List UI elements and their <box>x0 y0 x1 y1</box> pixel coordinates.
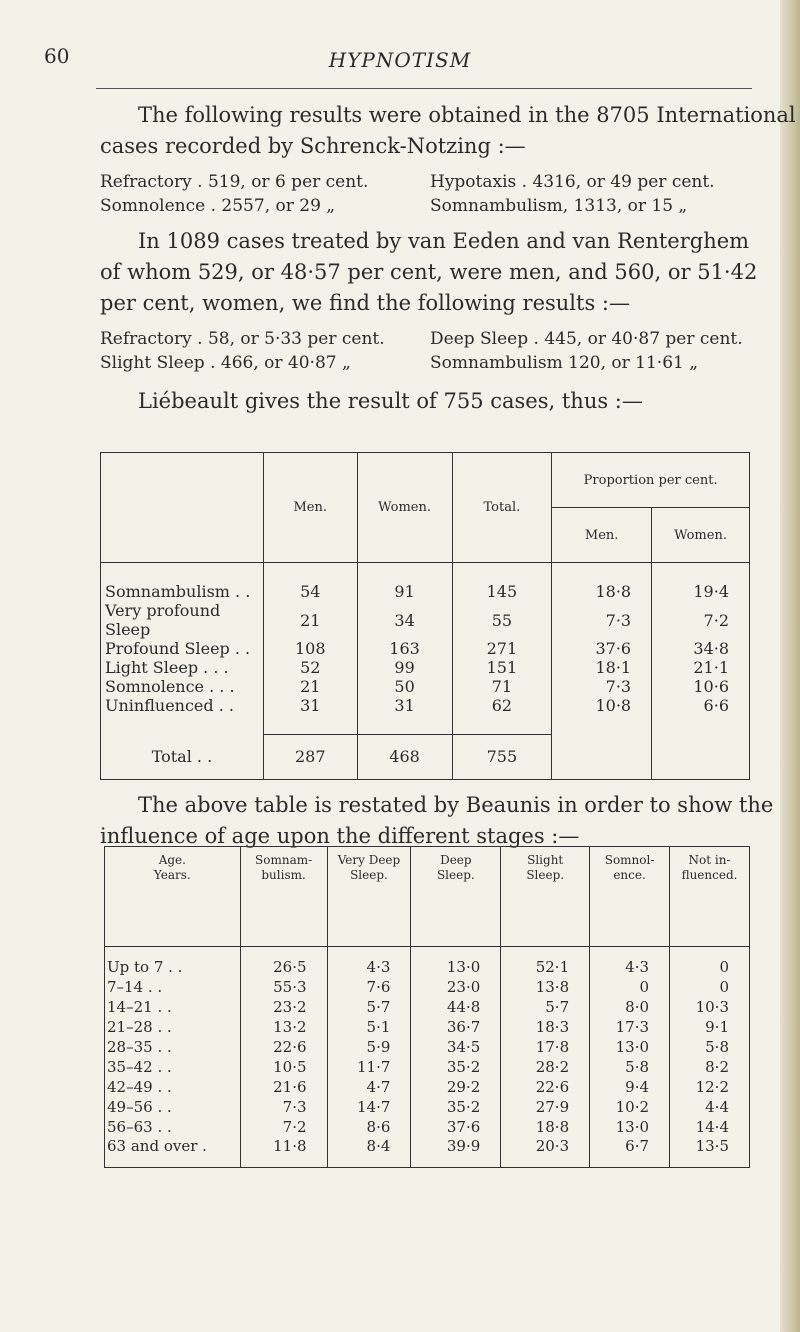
cell-men: 54 <box>263 582 357 601</box>
cell-women: 91 <box>357 582 452 601</box>
total-women: 468 <box>357 735 452 780</box>
stat-cell: Refractory . 519, or 6 per cent. <box>100 172 369 192</box>
cell-somnambulism: 10·5 <box>240 1057 327 1077</box>
table-row <box>105 1117 750 1137</box>
cell-slight-sleep: 5·7 <box>501 997 590 1017</box>
cell-not-influenced: 10·3 <box>670 997 750 1017</box>
intro-paragraph-4 <box>100 790 774 852</box>
header-line: Slight <box>527 853 564 867</box>
header-line: bulism. <box>261 868 306 882</box>
cell-prop-women: 34·8 <box>652 639 750 658</box>
text-line: The above table is restated by Beaunis in order to show the <box>138 793 774 817</box>
header-women: Women. <box>357 453 452 563</box>
header-total: Total. <box>452 453 552 563</box>
cell-somnambulism: 23·2 <box>240 997 327 1017</box>
intro-paragraph-2 <box>100 226 758 319</box>
row-label: Uninfluenced . . <box>101 696 264 715</box>
table-row <box>105 1057 750 1077</box>
text-line: of whom 529, or 48·57 per cent, were men, and 560, or 51·42 <box>100 260 758 284</box>
liebeault-table <box>100 452 750 780</box>
schrenck-stats <box>100 170 760 218</box>
cell-somnolence: 17·3 <box>590 1017 670 1037</box>
cell-prop-women: 10·6 <box>652 677 750 696</box>
cell-women: 50 <box>357 677 452 696</box>
cell-prop-women: 6·6 <box>652 696 750 715</box>
cell-men: 21 <box>263 601 357 639</box>
cell-very-deep-sleep: 14·7 <box>327 1097 411 1117</box>
cell-slight-sleep: 17·8 <box>501 1037 590 1057</box>
cell-total: 145 <box>452 582 552 601</box>
cell-deep-sleep: 44·8 <box>411 997 501 1017</box>
cell-very-deep-sleep: 11·7 <box>327 1057 411 1077</box>
header-not-influenced <box>670 847 750 947</box>
cell-somnolence: 13·0 <box>590 1037 670 1057</box>
cell-prop-men: 37·6 <box>552 639 652 658</box>
cell-deep-sleep: 13·0 <box>411 957 501 977</box>
cell-deep-sleep: 36·7 <box>411 1017 501 1037</box>
header-line: Somnam- <box>255 853 313 867</box>
cell-somnolence: 5·8 <box>590 1057 670 1077</box>
total-label: Total . . <box>101 735 264 780</box>
total-men: 287 <box>263 735 357 780</box>
cell-not-influenced: 8·2 <box>670 1057 750 1077</box>
table-row <box>101 696 750 715</box>
row-label: Very profound Sleep <box>101 601 264 639</box>
cell-total: 151 <box>452 658 552 677</box>
cell-deep-sleep: 39·9 <box>411 1137 501 1168</box>
stat-cell: Somnambulism, 1313, or 15 „ <box>430 196 688 216</box>
stat-cell: Somnambulism 120, or 11·61 „ <box>430 353 699 373</box>
header-line: fluenced. <box>681 868 738 882</box>
header-line: Deep <box>440 853 472 867</box>
stat-cell: Deep Sleep . 445, or 40·87 per cent. <box>430 329 743 349</box>
total-total: 755 <box>452 735 552 780</box>
table-row <box>105 1097 750 1117</box>
header-line: Sleep. <box>526 868 565 882</box>
cell-slight-sleep: 13·8 <box>501 977 590 997</box>
stat-cell: Hypotaxis . 4316, or 49 per cent. <box>430 172 715 192</box>
row-label: 7–14 . . <box>105 977 241 997</box>
table-row <box>105 1137 750 1168</box>
cell-slight-sleep: 27·9 <box>501 1097 590 1117</box>
cell-somnambulism: 11·8 <box>240 1137 327 1168</box>
cell-total: 71 <box>452 677 552 696</box>
cell-men: 52 <box>263 658 357 677</box>
cell-somnolence: 9·4 <box>590 1077 670 1097</box>
intro-paragraph-1 <box>100 100 796 162</box>
cell-very-deep-sleep: 8·6 <box>327 1117 411 1137</box>
page-edge-shadow <box>780 0 800 1332</box>
table-row <box>101 582 750 601</box>
header-line: ence. <box>613 868 646 882</box>
cell-somnambulism: 13·2 <box>240 1017 327 1037</box>
cell-somnolence: 6·7 <box>590 1137 670 1168</box>
cell-women: 163 <box>357 639 452 658</box>
intro-paragraph-3 <box>100 386 755 417</box>
page-header <box>0 44 800 84</box>
table-row <box>101 601 750 639</box>
header-age <box>105 847 241 947</box>
row-label: 56–63 . . <box>105 1117 241 1137</box>
header-rule <box>96 88 752 89</box>
cell-prop-men: 10·8 <box>552 696 652 715</box>
cell-prop-men: 18·8 <box>552 582 652 601</box>
cell-slight-sleep: 28·2 <box>501 1057 590 1077</box>
table-row <box>105 1037 750 1057</box>
cell-somnolence: 4·3 <box>590 957 670 977</box>
text-line: In 1089 cases treated by van Eeden and van Renterghem <box>138 229 750 253</box>
cell-somnolence: 0 <box>590 977 670 997</box>
row-label: Somnambulism . . <box>101 582 264 601</box>
row-label: 35–42 . . <box>105 1057 241 1077</box>
cell-total: 271 <box>452 639 552 658</box>
row-label: 42–49 . . <box>105 1077 241 1097</box>
cell-prop-men: 18·1 <box>552 658 652 677</box>
cell-prop-women: 21·1 <box>652 658 750 677</box>
cell-somnambulism: 21·6 <box>240 1077 327 1097</box>
van-eeden-stats <box>100 327 760 375</box>
cell-somnambulism: 55·3 <box>240 977 327 997</box>
stat-cell: Somnolence . 2557, or 29 „ <box>100 196 336 216</box>
header-line: Somnol- <box>604 853 655 867</box>
cell-not-influenced: 9·1 <box>670 1017 750 1037</box>
cell-slight-sleep: 20·3 <box>501 1137 590 1168</box>
cell-slight-sleep: 18·3 <box>501 1017 590 1037</box>
row-label: Light Sleep . . . <box>101 658 264 677</box>
cell-very-deep-sleep: 7·6 <box>327 977 411 997</box>
row-label: 63 and over . <box>105 1137 241 1168</box>
header-slight-sleep <box>501 847 590 947</box>
cell-prop-women: 7·2 <box>652 601 750 639</box>
cell-somnolence: 10·2 <box>590 1097 670 1117</box>
page-number: 60 <box>44 44 70 68</box>
table-row <box>101 639 750 658</box>
row-label: 49–56 . . <box>105 1097 241 1117</box>
cell-somnambulism: 7·3 <box>240 1097 327 1117</box>
header-row <box>105 847 750 947</box>
cell-deep-sleep: 35·2 <box>411 1097 501 1117</box>
table-row <box>105 1077 750 1097</box>
text-line: cases recorded by Schrenck-Notzing :— <box>100 134 526 158</box>
beaunis-age-table <box>104 846 750 1168</box>
row-label: 28–35 . . <box>105 1037 241 1057</box>
header-somnambulism <box>240 847 327 947</box>
cell-very-deep-sleep: 8·4 <box>327 1137 411 1168</box>
cell-not-influenced: 14·4 <box>670 1117 750 1137</box>
cell-not-influenced: 4·4 <box>670 1097 750 1117</box>
header-prop-men: Men. <box>552 508 652 563</box>
cell-men: 21 <box>263 677 357 696</box>
row-label: 14–21 . . <box>105 997 241 1017</box>
cell-prop-men: 7·3 <box>552 677 652 696</box>
cell-deep-sleep: 34·5 <box>411 1037 501 1057</box>
table-row <box>101 677 750 696</box>
header-somnolence <box>590 847 670 947</box>
header-blank <box>101 453 264 563</box>
cell-not-influenced: 0 <box>670 977 750 997</box>
row-label: Somnolence . . . <box>101 677 264 696</box>
cell-deep-sleep: 35·2 <box>411 1057 501 1077</box>
cell-very-deep-sleep: 4·7 <box>327 1077 411 1097</box>
text-line: Liébeault gives the result of 755 cases, thus :— <box>138 389 643 413</box>
cell-total: 62 <box>452 696 552 715</box>
cell-somnambulism: 7·2 <box>240 1117 327 1137</box>
row-label: Profound Sleep . . <box>101 639 264 658</box>
cell-men: 31 <box>263 696 357 715</box>
header-line: Years. <box>153 868 191 882</box>
header-very-deep-sleep <box>327 847 411 947</box>
stat-cell: Refractory . 58, or 5·33 per cent. <box>100 329 385 349</box>
table-row <box>105 957 750 977</box>
text-line: per cent, women, we find the following results :— <box>100 291 630 315</box>
cell-very-deep-sleep: 5·1 <box>327 1017 411 1037</box>
header-line: Not in- <box>688 853 731 867</box>
cell-very-deep-sleep: 4·3 <box>327 957 411 977</box>
cell-total: 55 <box>452 601 552 639</box>
cell-prop-men: 7·3 <box>552 601 652 639</box>
header-men: Men. <box>263 453 357 563</box>
cell-men: 108 <box>263 639 357 658</box>
table-row <box>101 658 750 677</box>
cell-somnambulism: 22·6 <box>240 1037 327 1057</box>
cell-not-influenced: 12·2 <box>670 1077 750 1097</box>
text-line: influence of age upon the different stages :— <box>100 824 580 848</box>
cell-slight-sleep: 52·1 <box>501 957 590 977</box>
cell-not-influenced: 13·5 <box>670 1137 750 1168</box>
cell-slight-sleep: 18·8 <box>501 1117 590 1137</box>
cell-deep-sleep: 37·6 <box>411 1117 501 1137</box>
header-line: Very Deep <box>337 853 401 867</box>
cell-not-influenced: 0 <box>670 957 750 977</box>
header-line: Age. <box>158 853 186 867</box>
row-label: 21–28 . . <box>105 1017 241 1037</box>
cell-slight-sleep: 22·6 <box>501 1077 590 1097</box>
cell-women: 34 <box>357 601 452 639</box>
row-label: Up to 7 . . <box>105 957 241 977</box>
cell-deep-sleep: 29·2 <box>411 1077 501 1097</box>
cell-somnolence: 13·0 <box>590 1117 670 1137</box>
header-line: Sleep. <box>436 868 475 882</box>
cell-very-deep-sleep: 5·9 <box>327 1037 411 1057</box>
cell-women: 31 <box>357 696 452 715</box>
cell-women: 99 <box>357 658 452 677</box>
header-proportion: Proportion per cent. <box>552 453 750 508</box>
running-head: HYPNOTISM <box>328 48 472 72</box>
cell-somnolence: 8·0 <box>590 997 670 1017</box>
cell-very-deep-sleep: 5·7 <box>327 997 411 1017</box>
total-row <box>101 735 750 780</box>
cell-deep-sleep: 23·0 <box>411 977 501 997</box>
header-deep-sleep <box>411 847 501 947</box>
cell-not-influenced: 5·8 <box>670 1037 750 1057</box>
table-row <box>105 977 750 997</box>
cell-prop-women: 19·4 <box>652 582 750 601</box>
table-row <box>105 1017 750 1037</box>
text-line: The following results were obtained in the 8705 International <box>138 103 796 127</box>
header-prop-women: Women. <box>652 508 750 563</box>
cell-somnambulism: 26·5 <box>240 957 327 977</box>
table-row <box>105 997 750 1017</box>
header-line: Sleep. <box>350 868 388 882</box>
stat-cell: Slight Sleep . 466, or 40·87 „ <box>100 353 351 373</box>
